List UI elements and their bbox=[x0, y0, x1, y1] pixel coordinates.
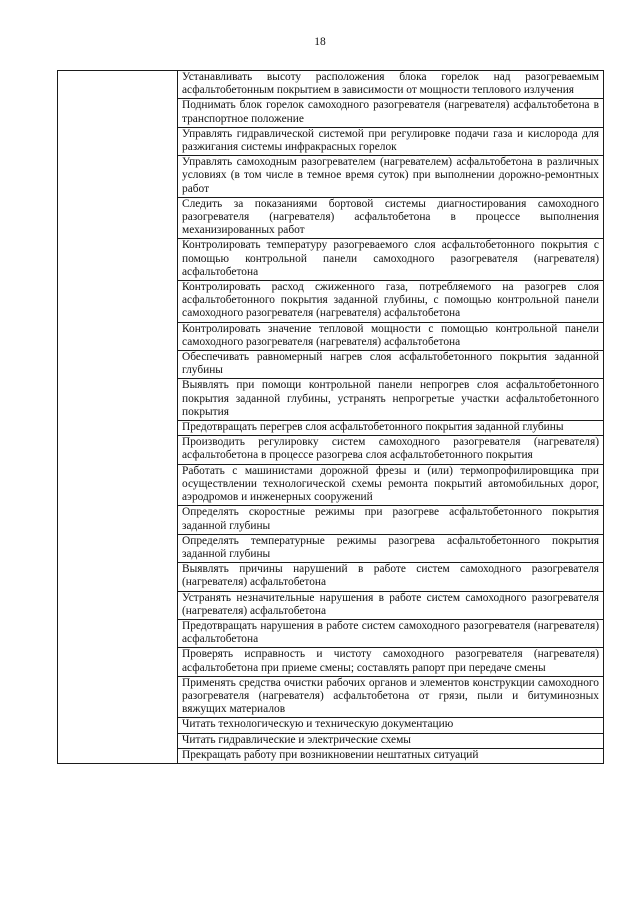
skill-cell: Выявлять при помощи контрольной панели непрогрев слоя асфальтобетонного покрытия заданной глубины, устранять непрогретые участки асфальтобетонного покрытия bbox=[178, 379, 604, 421]
skill-cell: Контролировать температуру разогреваемого слоя асфальтобетонного покрытия с помощью контрольной панели самоходного разогревателя (нагревателя) асфальтобетона bbox=[178, 239, 604, 281]
skill-cell: Поднимать блок горелок самоходного разогревателя (нагревателя) асфальтобетона в транспортное положение bbox=[178, 99, 604, 127]
skill-cell: Определять скоростные режимы при разогреве асфальтобетонного покрытия заданной глубины bbox=[178, 506, 604, 534]
skill-cell: Предотвращать нарушения в работе систем самоходного разогревателя (нагревателя) асфальтобетона bbox=[178, 619, 604, 647]
skill-cell: Устранять незначительные нарушения в работе систем самоходного разогревателя (нагревателя) асфальтобетона bbox=[178, 591, 604, 619]
skill-cell: Выявлять причины нарушений в работе систем самоходного разогревателя (нагревателя) асфальтобетона bbox=[178, 563, 604, 591]
skill-cell: Контролировать значение тепловой мощности с помощью контрольной панели самоходного разогревателя (нагревателя) асфальтобетона bbox=[178, 322, 604, 350]
skill-cell: Работать с машинистами дорожной фрезы и (или) термопрофилировщика при осуществлении технологической схемы ремонта покрытий автомобильных дорог, аэродромов и инженерных сооружений bbox=[178, 464, 604, 506]
skills-table bbox=[57, 70, 604, 764]
skill-cell: Управлять самоходным разогревателем (нагревателем) асфальтобетона в различных условиях (в том числе в темное время суток) при выполнении дорожно-ремонтных работ bbox=[178, 156, 604, 198]
section-label-cell bbox=[58, 71, 178, 764]
skill-cell: Контролировать расход сжиженного газа, потребляемого на разогрев слоя асфальтобетонного покрытия заданной глубины, с помощью контрольной панели самоходного разогревателя (нагревателя) асфальтобетона bbox=[178, 281, 604, 323]
skill-cell: Производить регулировку систем самоходного разогревателя (нагревателя) асфальтобетона в процессе разогрева слоя асфальтобетонного покрытия bbox=[178, 436, 604, 464]
skill-cell: Читать гидравлические и электрические схемы bbox=[178, 733, 604, 748]
skill-cell: Следить за показаниями бортовой системы диагностирования самоходного разогревателя (нагревателя) асфальтобетона в процессе выполнения механизированных работ bbox=[178, 197, 604, 239]
skill-cell: Прекращать работу при возникновении нештатных ситуаций bbox=[178, 748, 604, 763]
skill-cell: Устанавливать высоту расположения блока горелок над разогреваемым асфальтобетонным покрытием в зависимости от мощности теплового излучения bbox=[178, 71, 604, 99]
skill-cell: Определять температурные режимы разогрева асфальтобетонного покрытия заданной глубины bbox=[178, 534, 604, 562]
table-row bbox=[58, 71, 604, 99]
skill-cell: Предотвращать перегрев слоя асфальтобетонного покрытия заданной глубины bbox=[178, 421, 604, 436]
page-number: 18 bbox=[314, 36, 326, 48]
skill-cell: Управлять гидравлической системой при регулировке подачи газа и кислорода для разжигания системы инфракрасных горелок bbox=[178, 127, 604, 155]
skill-cell: Применять средства очистки рабочих органов и элементов конструкции самоходного разогревателя (нагревателя) асфальтобетона от грязи, пыли и битуминозных вяжущих материалов bbox=[178, 676, 604, 718]
skill-cell: Читать технологическую и техническую документацию bbox=[178, 718, 604, 733]
skill-cell: Обеспечивать равномерный нагрев слоя асфальтобетонного покрытия заданной глубины bbox=[178, 351, 604, 379]
skill-cell: Проверять исправность и чистоту самоходного разогревателя (нагревателя) асфальтобетона при приеме смены; составлять рапорт при передаче смены bbox=[178, 648, 604, 676]
